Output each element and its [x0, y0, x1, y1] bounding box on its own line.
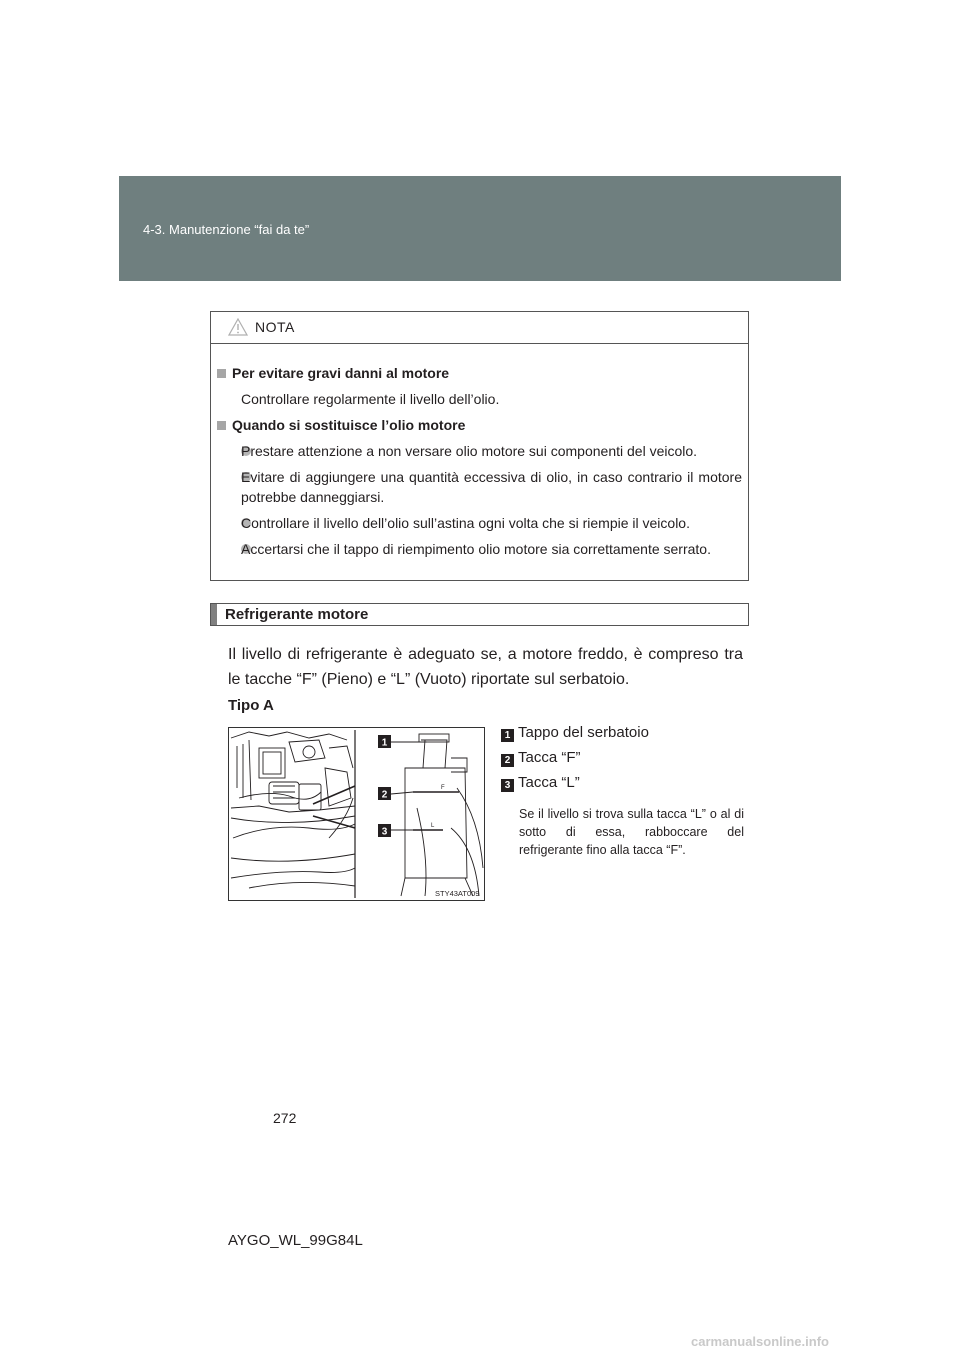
- section-accent: [211, 604, 217, 625]
- number-badge: 1: [501, 729, 514, 742]
- callout-number: 2: [381, 789, 388, 801]
- note-group-title: Quando si sostituisce l’olio motore: [217, 415, 465, 435]
- type-label: Tipo A: [228, 697, 274, 714]
- note-header: [211, 312, 748, 344]
- note-group-text: Controllare regolarmente il livello dell’olio.: [241, 391, 500, 407]
- section-title: 4-3. Manutenzione “fai da te”: [143, 222, 310, 237]
- number-badge: 3: [501, 779, 514, 792]
- note-bullet-text: Controllare il livello dell’olio sull’astina ogni volta che si riempie il veicolo.: [241, 515, 690, 531]
- callout-number: 3: [381, 826, 388, 838]
- coolant-note: Se il livello si trova sulla tacca “L” o al di sotto di essa, rabboccare del refrigerante fino alla tacca “F”.: [519, 807, 744, 857]
- note-group-title: Per evitare gravi danni al motore: [217, 363, 449, 383]
- section-header: [119, 176, 841, 281]
- warning-triangle-icon: [228, 318, 248, 341]
- square-bullet-icon: [217, 421, 226, 430]
- legend-item: 3 Tacca “L”: [501, 774, 580, 792]
- legend-item: 1 Tappo del serbatoio: [501, 724, 649, 742]
- page-number: 272: [273, 1110, 297, 1126]
- note-bullet-text: Prestare attenzione a non versare olio motore sui componenti del veicolo.: [241, 443, 698, 459]
- coolant-reservoir-illustration: [228, 727, 485, 901]
- note-box: [210, 311, 749, 581]
- figure-code: STY43AT009: [435, 889, 480, 898]
- coolant-title: Refrigerante motore: [225, 606, 369, 623]
- footer-code: AYGO_WL_99G84L: [228, 1232, 363, 1249]
- watermark: carmanualsonline.info: [691, 1334, 829, 1349]
- callout-number: 1: [381, 737, 388, 749]
- note-label: NOTA: [255, 319, 295, 335]
- engine-bay-drawing: [229, 728, 484, 900]
- coolant-section-bar: [210, 603, 749, 626]
- note-bullet-text: Accertarsi che il tappo di riempimento olio motore sia correttamente serrato.: [241, 541, 711, 557]
- l-mark: L: [431, 823, 435, 829]
- square-bullet-icon: [217, 369, 226, 378]
- coolant-paragraph: Il livello di refrigerante è adeguato se, a motore freddo, è compreso tra le tacche “F” (Pieno) e “L” (Vuoto) riportate sul serbatoio.: [228, 646, 743, 688]
- number-badge: 2: [501, 754, 514, 767]
- f-mark: F: [441, 785, 445, 791]
- legend-item: 2 Tacca “F”: [501, 749, 581, 767]
- note-bullet-text: Evitare di aggiungere una quantità eccessiva di olio, in caso contrario il motore potrebbe danneggiarsi.: [241, 469, 742, 505]
